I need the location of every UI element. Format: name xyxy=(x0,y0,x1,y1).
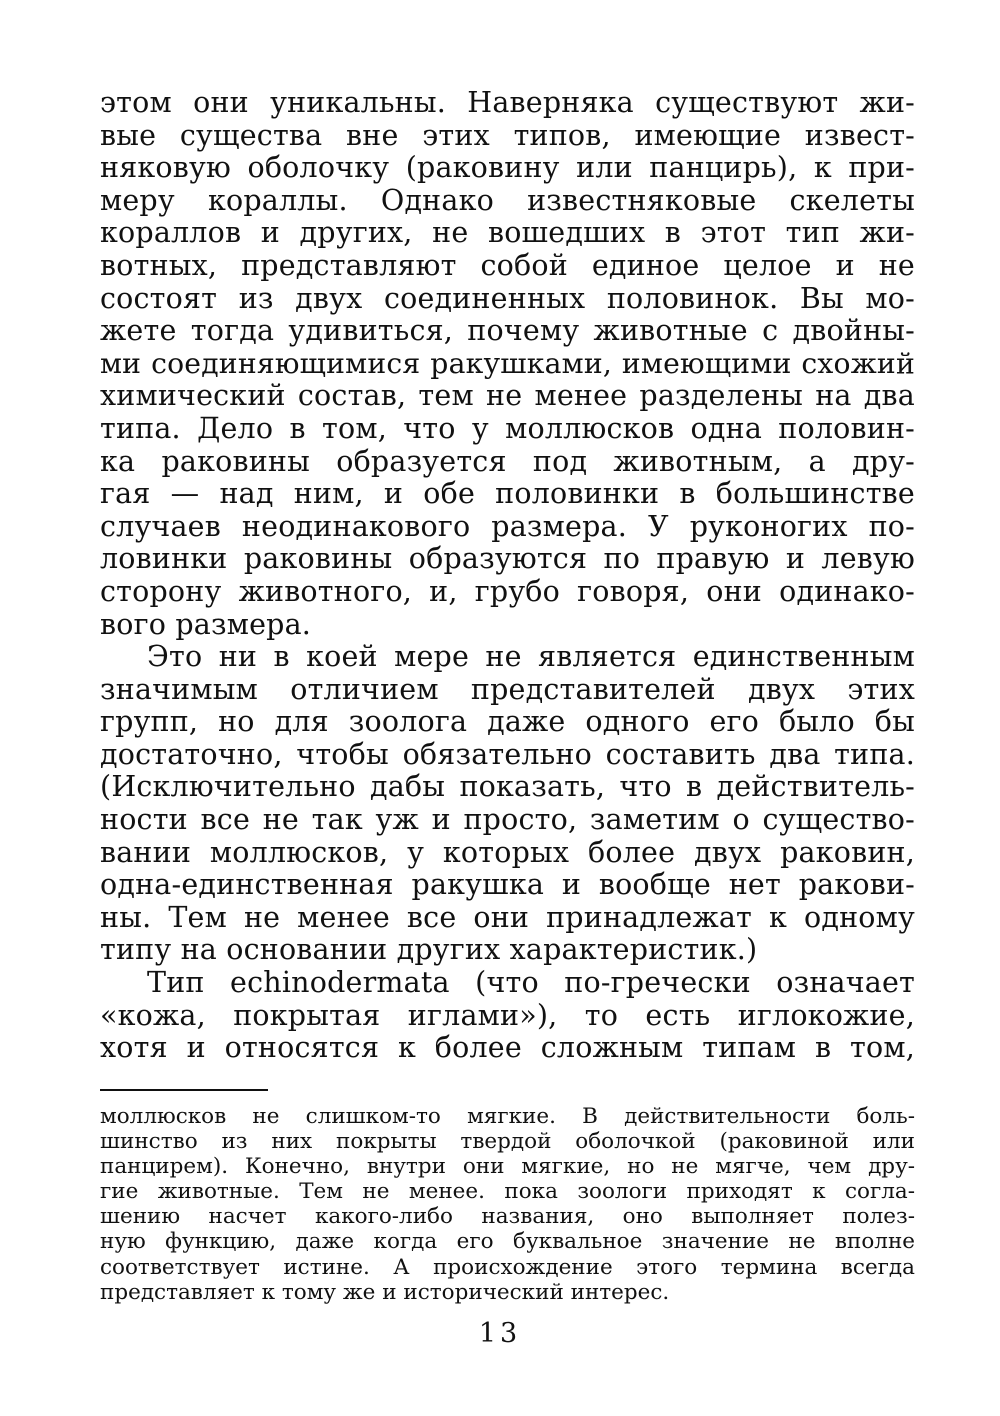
page-number: 13 xyxy=(478,1318,522,1349)
footnote-line: шинство из них покрыты твердой оболочкой (раковиной или xyxy=(100,1129,915,1155)
footnote-line: моллюсков не слишком-то мягкие. В действительности боль- xyxy=(100,1104,915,1129)
paragraph-start-line: Это ни в коей мере не является единственным xyxy=(147,640,915,674)
text-line: ловинки раковины образуются по правую и левую xyxy=(100,542,915,576)
text-line: типа. Дело в том, что у моллюсков одна половин- xyxy=(100,411,915,445)
footnote xyxy=(100,1104,915,1305)
text-line: ны. Тем не менее все они принадлежат к одному xyxy=(100,900,915,934)
text-line: одна-единственная ракушка и вообще нет ракови- xyxy=(100,868,915,902)
footnote-line: ную функцию, даже когда его буквальное значение не вполне xyxy=(100,1229,915,1255)
footnote-line: гие животные. Тем не менее. пока зоологи приходят к согла- xyxy=(100,1179,915,1205)
text-line: кораллов и других, не вошедших в этот тип жи- xyxy=(100,216,915,250)
text-line: этом они уникальны. Наверняка существуют жи- xyxy=(100,86,915,119)
text-line: случаев неодинакового размера. У руконогих по- xyxy=(100,509,915,543)
text-line: состоят из двух соединенных половинок. Вы мо- xyxy=(100,281,915,315)
text-line: ка раковины образуется под животным, а дру- xyxy=(100,444,915,478)
text-line: вые существа вне этих типов, имеющие извест- xyxy=(100,118,915,152)
text-line: химический состав, тем не менее разделены на два xyxy=(100,379,915,413)
text-line: ности все не так уж и просто, заметим о существо- xyxy=(100,803,915,837)
text-line: ми соединяющимися ракушками, имеющими схожий xyxy=(100,346,915,380)
text-line: вого размера. xyxy=(100,607,312,641)
text-line: типу на основании других характеристик.) xyxy=(100,933,758,967)
footnote-divider xyxy=(100,1089,268,1091)
text-line: значимым отличием представителей двух этих xyxy=(100,672,915,706)
text-line: групп, но для зоолога даже одного его было бы xyxy=(100,705,915,739)
main-text xyxy=(100,87,915,1065)
paragraph-start-line: Тип echinodermata (что по-гречески означает xyxy=(147,966,915,1000)
footnote-line: шению насчет какого-либо названия, оно выполняет полез- xyxy=(100,1204,915,1230)
footnote-line: панцирем). Конечно, внутри они мягкие, но не мягче, чем дру- xyxy=(100,1154,915,1180)
text-line: «кожа, покрытая иглами»), то есть иглокожие, xyxy=(100,998,915,1032)
text-line: меру кораллы. Однако известняковые скелеты xyxy=(100,183,915,217)
footnote-line: соответствует истине. А происхождение этого термина всегда xyxy=(100,1254,915,1280)
text-line: (Исключительно дабы показать, что в действитель- xyxy=(100,770,915,804)
text-line: гая — над ним, и обе половинки в большинстве xyxy=(100,477,915,511)
text-line: няковую оболочку (раковину или панцирь), к при- xyxy=(100,151,915,185)
footnote-line: представляет к тому же и исторический интерес. xyxy=(100,1279,670,1305)
text-line: жете тогда удивиться, почему животные с двойны- xyxy=(100,314,915,348)
text-line: достаточно, чтобы обязательно составить два типа. xyxy=(100,737,915,771)
text-line: хотя и относятся к более сложным типам в том, xyxy=(100,1031,915,1065)
text-line: вании моллюсков, у которых более двух раковин, xyxy=(100,835,915,869)
text-line: вотных, представляют собой единое целое и не xyxy=(100,248,915,282)
text-line: сторону животного, и, грубо говоря, они одинако- xyxy=(100,574,915,608)
